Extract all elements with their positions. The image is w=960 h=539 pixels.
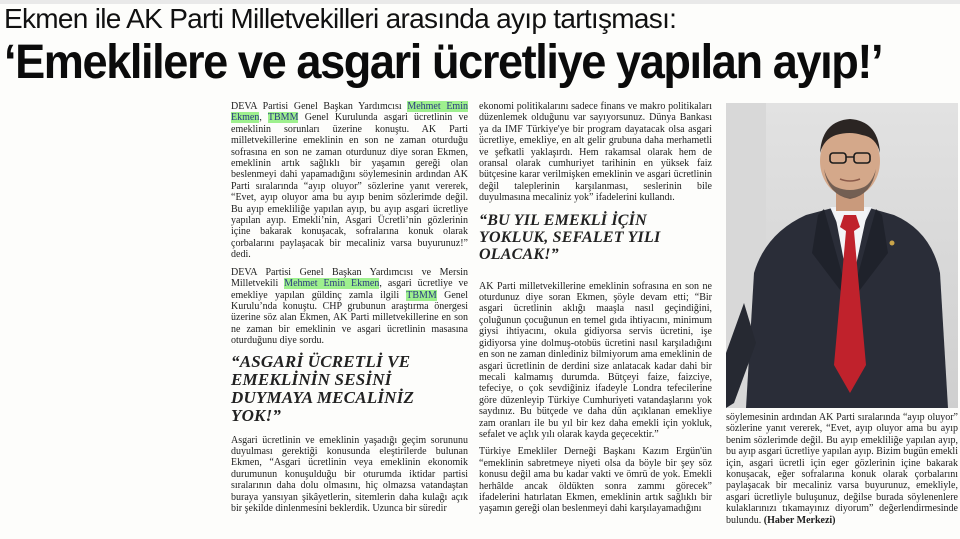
article-column-3 xyxy=(726,412,958,532)
article-column-1 xyxy=(231,101,468,520)
pull-quote: “ASGARİ ÜCRETLİ VE EMEKLİNİN SESİNİ DUYMAYA MECALİNİZ YOK!” xyxy=(231,351,415,425)
paragraph: DEVA Partisi Genel Başkan Yardımcısı ve Mersin Milletvekili Mehmet Emin Ekmen, asgari ücretliye ve emekliye yapılan güldinç zamla ilgili TBMM Genel Kurulu’nda konuştu. CHP grubunun araştırma önergesi üzerine söz alan Ekmen, AK Parti milletvekillerine en son ne zaman bir emeklinin ve asgari ücretlinin masasına oturduğunu diye sordu. xyxy=(231,266,468,347)
highlighted-tbmm: TBMM xyxy=(406,289,437,301)
speaker-illustration xyxy=(726,103,958,408)
paragraph: ekonomi politikalarını sadece finans ve makro politikaları düzenlemek olduğunu var sayıyorsunuz. Dünya Bankası ya da IMF Türkiye'ye bir program dayatacak olsa asgari ücretliye, emekliye, en alt gelir grubuna daha merhametli ve şefkatli yaklaşırdı. Hem rakamsal olarak hem de oransal olarak cumhuriyet tarihinin en yüksek faiz bütçesine karar verilmişken emeklinin ve asgari ücretlinin değil taleplerinin karşılanması, seslerinin bile duyulmasına mecaliniz yok” ifadelerini kullandı. xyxy=(479,101,712,204)
paragraph: söylemesinin ardından AK Parti sıralarında “ayıp oluyor” sözlerine yanıt vererek, “Evet, ayıp oluyor ama bu ayıp benim sözlerimde değil. Bu ayıp emekliliğe yapılan ayıp, bu ayıp asgari ücretliye yapılan ayıp. Bizim bugün emekli için, asgari ücretli için eger gözlerinin içine bakarak konuşacak, eğer sofralarına konuk olarak çorbalarını paylaşacak bir mecaliniz varsa buyurunuz, emekliyle, asgari ücretliyle buluşunuz, değilse burada söylenenlere kulaklarınızı tıkamayınız diyorum” değerlendirmesinde bulundu. (Haber Merkezi) xyxy=(726,412,958,526)
byline: (Haber Merkezi) xyxy=(763,514,836,526)
speaker-photo xyxy=(726,103,958,408)
paragraph: Asgari ücretlinin ve emeklinin yaşadığı geçim sorununu duyulması gerektiği konusunda eleştirilerde bulunan Ekmen, “Asgari ücretlinin veya emeklinin ekonomik durumunun konuşulduğu bir oturumda iktidar partisi sıralarının daha dolu olmasını, hiç olmazsa vatandaştan buraya yansıyan şikâyetlerin, sitemlerin daha kulağı açık bir şekilde dinlenmesini beklerdik. Uzunca bir süredir xyxy=(231,434,468,514)
highlighted-name: Mehmet Emin Ekmen xyxy=(284,278,380,290)
paragraph: Türkiye Emekliler Derneği Başkanı Kazım Ergün'ün “emeklinin sabretmeye niyeti olsa da böyle bir şey söz konusu değil ama bu kadar vakti ve ömrü de yok. Emekli herhâlde ancak öldükten sonra zammı görecek” ifadelerini hatırlatan Ekmen, emeklinin artık sağlıklı bir yaşamın gereği olan beslenmeyi dahi karşılayamadığını xyxy=(479,446,712,515)
highlighted-tbmm: TBMM xyxy=(267,112,299,124)
pull-quote: “BU YIL EMEKLİ İÇİN YOKLUK, SEFALET YILI OLACAK!” xyxy=(479,211,661,263)
headline-line-2: ‘Emeklilere ve asgari ücretliye yapılan ayıp!’ xyxy=(4,36,883,89)
highlighted-name: Mehmet Emin Ekmen xyxy=(231,101,468,124)
paragraph: DEVA Partisi Genel Başkan Yardımcısı Mehmet Emin Ekmen, TBMM Genel Kurulunda asgari ücretlinin ve emeklinin sorunları üzerine konuştu. AK Parti milletvekillerine emeklinin en son ne zaman oturduğu sofrasına en son ne zaman oturdunuz diye soran Ekmen, emeklinin artık sağlıklı bir yaşamın gereği olan beslenmeyi dahi yapamadığını söylemesinin ardından AK Parti sıralarında “ayıp oluyor” sözlerine yanıt vererek, “Evet, ayıp oluyor ama bu ayıp benim sözlerimde değil. Bu ayıp emekliliğe yapılan ayıp, bu ayıp asgari ücretliye yapılan ayıp. Emekli’nin, Asgari Ücretli’nin gözlerinin içine bakarak konuşacak, sofralarına konuk olarak çorbalarını paylaşacak bir mecaliniz varsa buyurunuz!” dedi. xyxy=(231,101,468,261)
lapel-pin xyxy=(890,241,895,246)
article-column-2 xyxy=(479,101,712,521)
headline-line-1: Ekmen ile AK Parti Milletvekilleri arasında ayıp tartışması: xyxy=(4,3,677,34)
paragraph: AK Parti milletvekillerine emeklinin sofrasına en son ne oturdunuz diye soran Ekmen, şöyle devam etti; “Bir asgari ücretlinin aklığı maaşla nasıl geçindiğini, çoluğunun çocuğunun en temel gıda ihtiyacını, minimum giysi ihtiyacını, okula gidiyorsa servis ücretini, işe gidiyorsa yine dolmuş-otobüs ücretini nasıl karşıladığını en son ne zaman dinlediniz bilmiyorum ama emeklinin de asgari ücretlinin de derdini size anlatacak kadar dahi bir mecali kalmamış durumda. Bütçeyi faize, faizciye, tefeciye, o çok sevdiğiniz ifadeyle Londra tefecilerine göre düzenleyip Türkiye Cumhuriyeti vatandaşlarını yok saydınız. Bu bütçede ve daha dün açıklanan emekliye zam oranları ile bu yıl bir kez daha emekli için yokluk, sefalet ve açlık yılı olarak kayda geçecektir.” xyxy=(479,280,712,440)
